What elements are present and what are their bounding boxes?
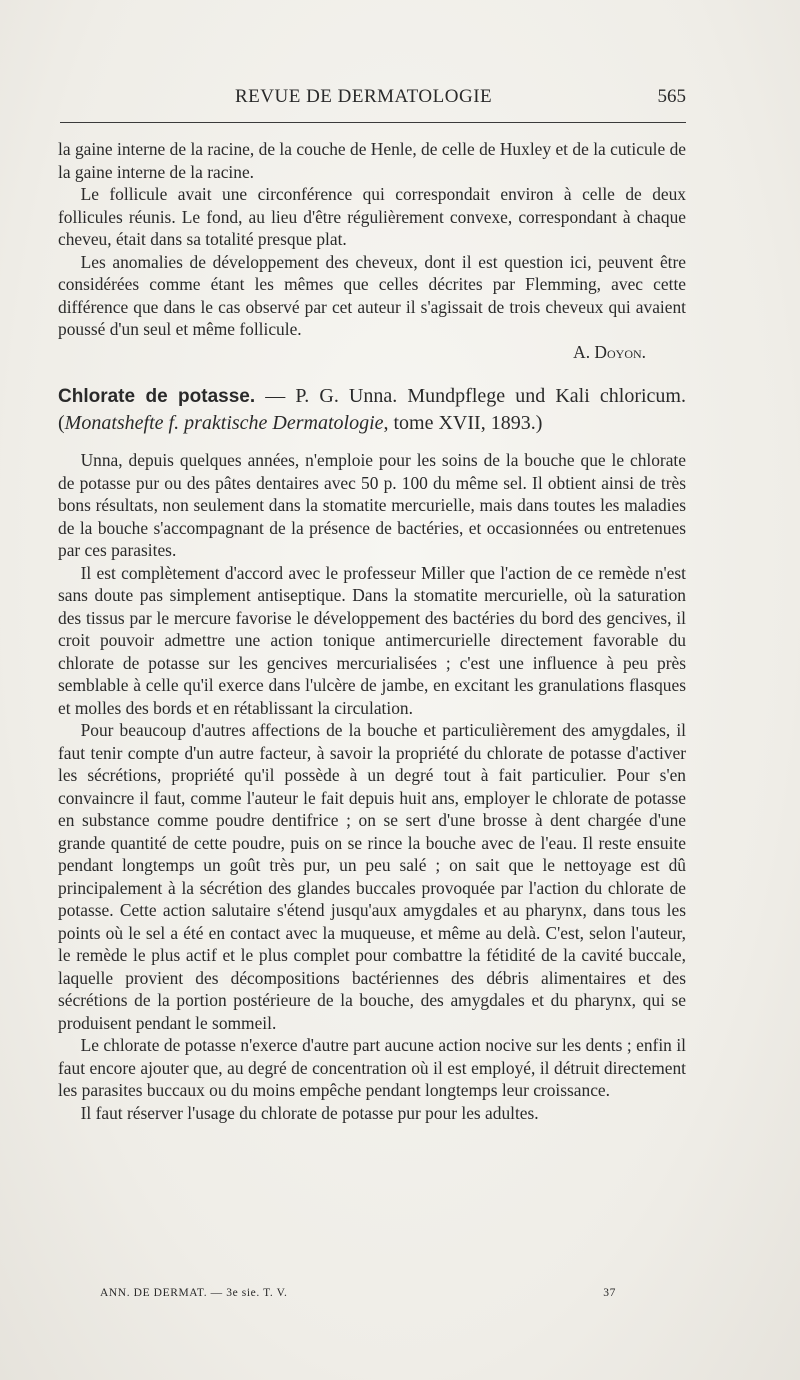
header-rule bbox=[60, 122, 686, 123]
paragraph: Pour beaucoup d'autres affections de la bouche et particulièrement des amygdales, il faut tenir compte d'un autre facteur, à savoir la propriété du chlorate de potasse d'activer les sécrétions, propriété qu'il possède à un degré tout à fait particulier. Pour s'en convaincre il faut, comme l'auteur le fait depuis huit ans, employer le chlorate de potasse en substance comme poudre dentifrice ; on se sert d'une brosse à dent chargée d'une grande quantité de cette poudre, puis on se rince la bouche avec de l'eau. Il reste ensuite pendant longtemps un goût très pur, un peu salé ; on sait que le nettoyage est dû principalement à la sécrétion des glandes buccales provoquée par l'action du chlorate de potasse. Cette action salutaire s'étend jusqu'aux amygdales et au pharynx, dans tous les points où le sel a été en contact avec la muqueuse, et même au delà. C'est, selon l'auteur, le remède le plus actif et le plus complet pour combattre la fétidité de la cavité buccale, laquelle provient des décompositions bactériennes des débris alimentaires et des sécrétions de la portion postérieure de la bouche, des amygdales et du pharynx, qui se produisent pendant le sommeil. bbox=[58, 720, 686, 1033]
body-text bbox=[58, 138, 686, 1124]
footer-signature-mark: ANN. DE DERMAT. — 3e sie. T. V. bbox=[100, 1287, 288, 1299]
paragraph: Unna, depuis quelques années, n'emploie pour les soins de la bouche que le chlorate de potasse pur ou des pâtes dentaires avec 50 p. 100 du même sel. Il obtient ainsi de très bons résultats, non seulement dans la stomatite mercurielle, mais dans toutes les maladies de la bouche s'accompagnant de la présence de bactéries, et occasionnées ou entretenues par ces parasites. bbox=[58, 450, 686, 560]
article-heading bbox=[58, 383, 686, 437]
article-author-and-title: — P. G. Unna. Mundpflege und Kali chloricum. ( bbox=[58, 385, 686, 434]
paragraph: Il faut réserver l'usage du chlorate de potasse pur pour les adultes. bbox=[80, 1102, 539, 1123]
page-footer bbox=[100, 1287, 686, 1307]
page-number: 565 bbox=[657, 86, 686, 107]
signature-text: A. Doyon. bbox=[573, 341, 646, 362]
paragraph: Le follicule avait une circonférence qui correspondait environ à celle de deux follicules réunis. Le fond, au lieu d'être régulièrement convexe, correspondant à chaque cheveu, était dans sa totalité presque plat. bbox=[58, 184, 686, 249]
paragraph: Il est complètement d'accord avec le professeur Miller que l'action de ce remède n'est sans doute pas simplement antiseptique. Dans la stomatite mercurielle, où la saturation des tissus par le mercure favorise le développement des bactéries du bord des gencives, il croit pouvoir admettre une action tonique antimercurielle directement favorable du chlorate de potasse sur les gencives mercurialisées ; c'est une influence à peu près semblable à celle qu'il exerce dans l'ulcère de jambe, en excitant les granulations flasques et molles des bords et en rétablissant la circulation. bbox=[58, 562, 686, 718]
article-body bbox=[58, 449, 686, 1124]
continuation-paragraph: la gaine interne de la racine, de la couche de Henle, de celle de Huxley et de la cuticule de la gaine interne de la racine. bbox=[58, 139, 686, 182]
sheet-number: 37 bbox=[603, 1287, 616, 1299]
citation-details: , tome XVII, 1893.) bbox=[383, 412, 543, 434]
journal-name: Monatshefte f. praktische Dermatologie bbox=[64, 412, 384, 434]
article-title: Chlorate de potasse. bbox=[58, 386, 256, 407]
running-title: REVUE DE DERMATOLOGIE bbox=[235, 86, 493, 107]
author-signature bbox=[58, 341, 686, 364]
paragraph: Le chlorate de potasse n'exerce d'autre part aucune action nocive sur les dents ; enfin il faut encore ajouter que, au degré de concentration où il est employé, il détruit directement les parasites buccaux ou du moins empêche pendant longtemps leur croissance. bbox=[58, 1035, 686, 1100]
page-header bbox=[60, 86, 686, 116]
paragraph: Les anomalies de développement des cheveux, dont il est question ici, peuvent être considérées comme étant les mêmes que celles décrites par Flemming, avec cette différence que dans le cas observé par cet auteur il s'agissait de trois cheveux qui avaient poussé d'un seul et même follicule. bbox=[58, 251, 686, 339]
